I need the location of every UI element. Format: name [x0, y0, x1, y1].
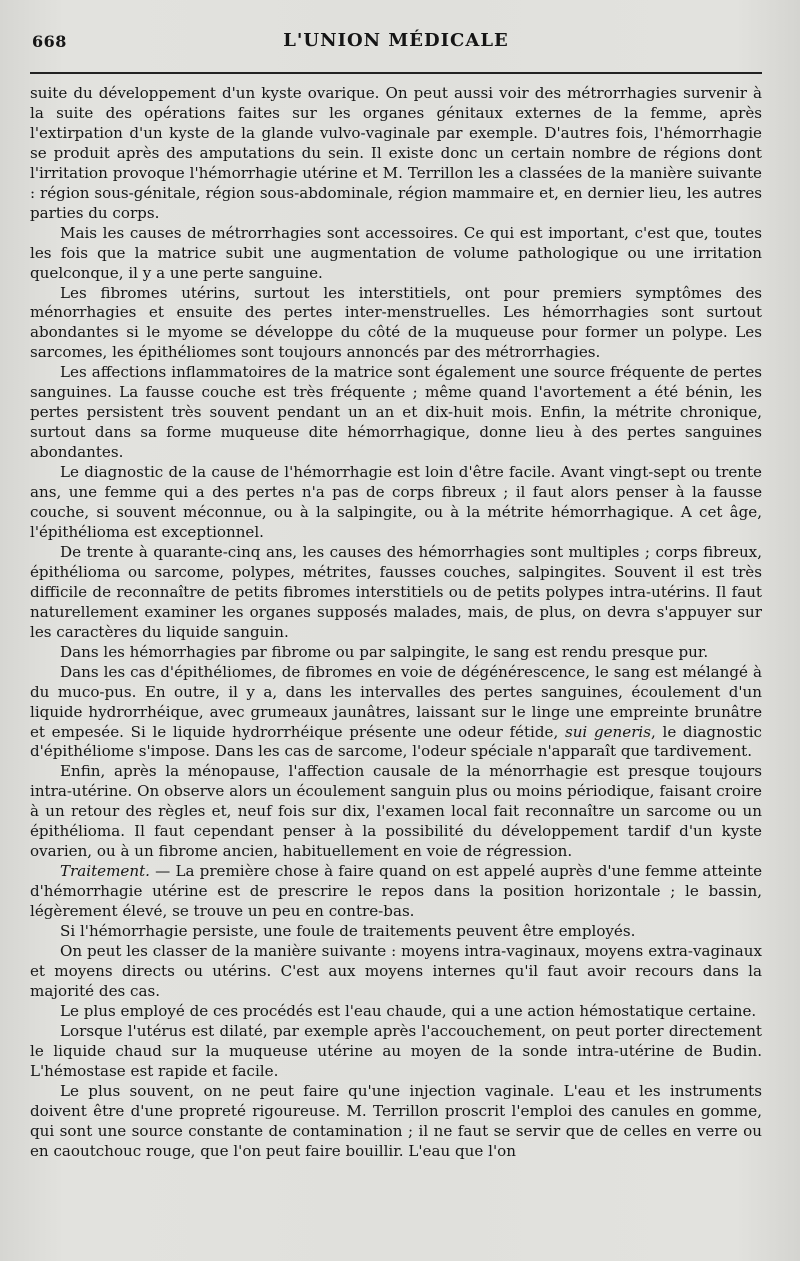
paragraph: Le plus employé de ces procédés est l'eau chaude, qui a une action hémostatique certaine. [60, 1001, 757, 1020]
journal-title: L'UNION MÉDICALE [283, 30, 509, 51]
paragraph: De trente à quarante-cinq ans, les causes des hémorrhagies sont multiples ; corps fibreux, épithélioma ou sarcome, polypes, métrites, fausses couches, salpingites. Souvent il est très difficile de reconnaître de petits fibromes interstitiels ou de petits polypes intra-utérins. Il faut naturellement examiner les organes supposés malades, mais, de plus, on devra s'appuyer sur les caractères du liquide sanguin. [30, 542, 762, 641]
paragraph: Les affections inflammatoires de la matrice sont également une source fréquente de pertes sanguines. La fausse couche est très fréquente ; même quand l'avortement a été bénin, les pertes persistent très souvent pendant un an et dix-huit mois. Enfin, la métrite chronique, surtout dans sa forme muqueuse dite hémorrhagique, donne lieu à des pertes sanguines abondantes. [30, 363, 762, 462]
paragraph: Traitement. — La première chose à faire quand on est appelé auprès d'une femme atteinte d'hémorrhagie utérine est de prescrire le repos dans la position horizontale ; le bassin, légèrement élevé, se trouve un peu en contre-bas. [30, 862, 762, 921]
paragraph: Mais les causes de métrorrhagies sont accessoires. Ce qui est important, c'est que, toutes les fois que la matrice subit une augmentation de volume pathologique ou une irritation quelconque, il y a une perte sanguine. [30, 223, 762, 282]
paragraph: Dans les cas d'épithéliomes, de fibromes en voie de dégénérescence, le sang est mélangé à du muco-pus. En outre, il y a, dans les intervalles des pertes sanguines, écoulement d'un liquide hydrorrhéique, avec grumeaux jaunâtres, laissant sur le linge une empreinte brunâtre et empesée. Si le liquide hydrorrhéique présente une odeur fétide, sui generis, le diagnostic d'épithéliome s'impose. Dans les cas de sarcome, l'odeur spéciale n'apparaît que tardivement. [30, 662, 762, 761]
paragraph: Lorsque l'utérus est dilaté, par exemple après l'accouchement, on peut porter directement le liquide chaud sur la muqueuse utérine au moyen de la sonde intra-utérine de Budin. L'hémostase est rapide et facile. [30, 1021, 762, 1080]
header-rule [30, 72, 762, 74]
paragraph: Si l'hémorrhagie persiste, une foule de traitements peuvent être employés. [60, 922, 636, 941]
paragraph: Dans les hémorrhagies par fibrome ou par salpingite, le sang est rendu presque pur. [60, 642, 709, 661]
paragraph: Le diagnostic de la cause de l'hémorrhagie est loin d'être facile. Avant vingt-sept ou trente ans, une femme qui a des pertes n'a pas de corps fibreux ; il faut alors penser à la fausse couche, si souvent méconnue, ou à la salpingite, ou à la métrite hémorrhagique. A cet âge, l'épithélioma est exceptionnel. [30, 463, 762, 541]
paragraph: suite du développement d'un kyste ovarique. On peut aussi voir des métrorrhagies survenir à la suite des opérations faites sur les organes génitaux externes de la femme, après l'extirpation d'un kyste de la glande vulvo-vaginale par exemple. D'autres fois, l'hémorrhagie se produit après des amputations du sein. Il existe donc un certain nombre de régions dont l'irritation provoque l'hémorrhagie utérine et M. Terrillon les a classées de la manière suivante : région sous-génitale, région sous-abdominale, région mammaire et, en dernier lieu, les autres parties du corps. [30, 84, 762, 222]
article-body [30, 84, 762, 1161]
paragraph: Le plus souvent, on ne peut faire qu'une injection vaginale. L'eau et les instruments doivent être d'une propreté rigoureuse. M. Terrillon proscrit l'emploi des canules en gomme, qui sont une source constante de contamination ; il ne faut se servir que de celles en verre ou en caoutchouc rouge, que l'on peut faire bouillir. L'eau que l'on [30, 1081, 762, 1160]
paragraph: On peut les classer de la manière suivante : moyens intra-vaginaux, moyens extra-vaginaux et moyens directs ou utérins. C'est aux moyens internes qu'il faut avoir recours dans la majorité des cas. [30, 941, 762, 1000]
paragraph: Les fibromes utérins, surtout les interstitiels, ont pour premiers symptômes des ménorrhagies et ensuite des pertes inter-menstruelles. Les hémorrhagies sont surtout abondantes si le myome se développe du côté de la muqueuse pour former un polype. Les sarcomes, les épithéliomes sont toujours annoncés par des métrorrhagies. [30, 283, 762, 362]
page-number: 668 [32, 32, 67, 51]
running-head [30, 26, 762, 56]
paragraph: Enfin, après la ménopause, l'affection causale de la ménorrhagie est presque toujours intra-utérine. On observe alors un écoulement sanguin plus ou moins périodique, faisant croire à un retour des règles et, neuf fois sur dix, l'examen local fait reconnaître un sarcome ou un épithélioma. Il faut cependant penser à la possibilité du développement tardif d'un kyste ovarien, ou à un fibrome ancien, habituellement en voie de régression. [30, 762, 762, 861]
italic-phrase: Traitement. [60, 862, 150, 881]
italic-phrase: sui generis [564, 722, 651, 741]
